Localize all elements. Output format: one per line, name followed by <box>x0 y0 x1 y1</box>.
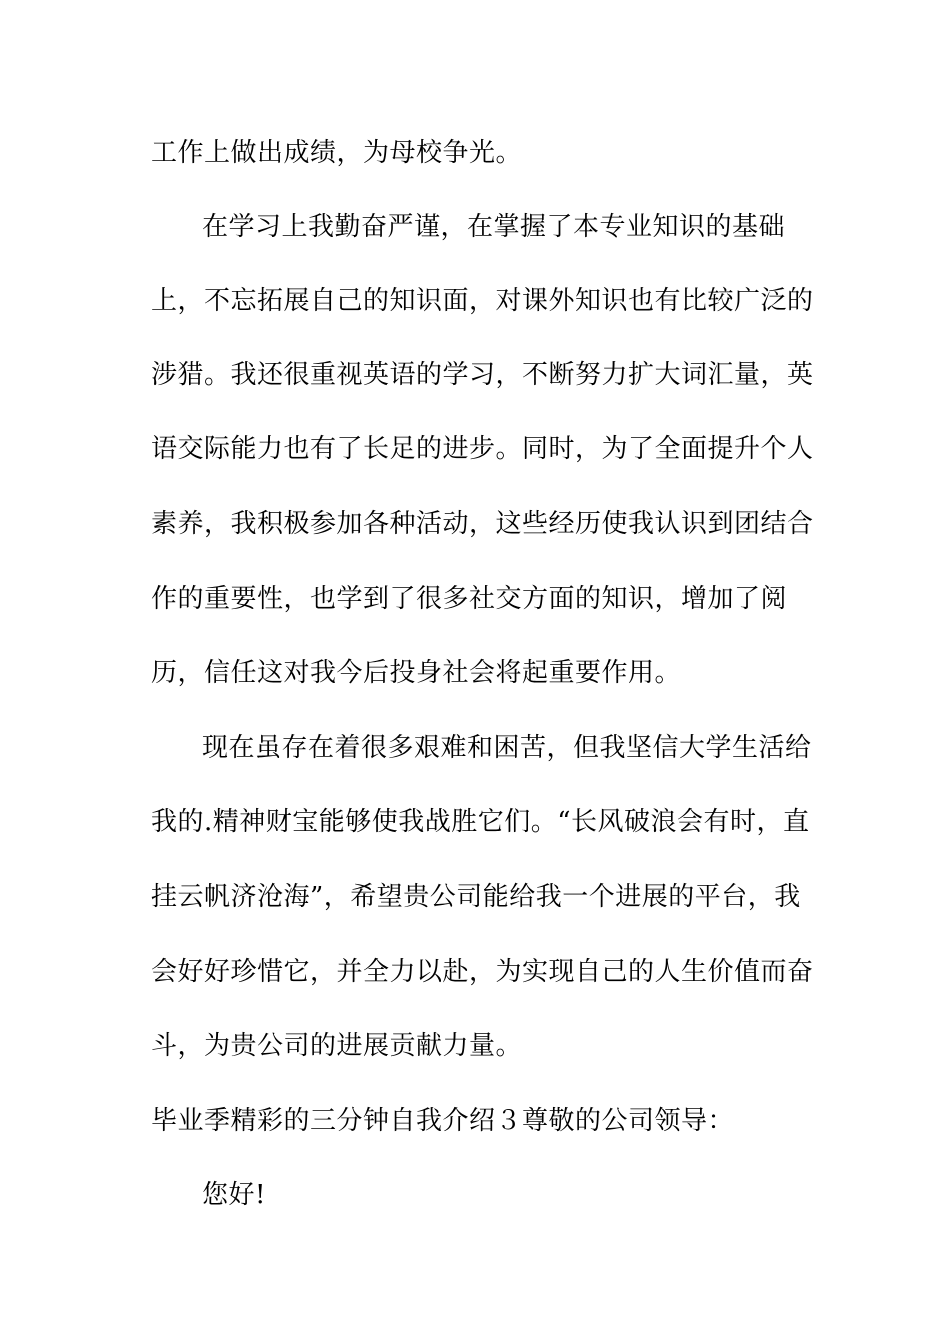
text-line: 挂云帆济沧海”，希望贵公司能给我一个进展的平台，我 <box>151 882 801 912</box>
text-line: 斗，为贵公司的进展贡献力量。 <box>151 1031 523 1061</box>
section-heading: 毕业季精彩的三分钟自我介绍３尊敬的公司领导： <box>151 1106 735 1136</box>
text-line: 上，不忘拓展自己的知识面，对课外知识也有比较广泛的 <box>151 286 814 316</box>
text-line: 作的重要性，也学到了很多社交方面的知识，增加了阅 <box>151 584 788 614</box>
paragraph-start-line: 现在虽存在着很多艰难和困苦，但我坚信大学生活给 <box>202 733 812 763</box>
paragraph-start-line: 在学习上我勤奋严谨，在掌握了本专业知识的基础 <box>202 212 786 242</box>
text-line: 会好好珍惜它，并全力以赴，为实现自己的人生价值而奋 <box>151 957 814 987</box>
text-line: 素养，我积极参加各种活动，这些经历使我认识到团结合 <box>151 509 814 539</box>
text-line: 工作上做出成绩，为母校争光。 <box>151 138 523 168</box>
text-line: 涉猎。我还很重视英语的学习，不断努力扩大词汇量，英 <box>151 360 814 390</box>
greeting-line: 您好! <box>202 1180 266 1210</box>
text-line: 历，信任这对我今后投身社会将起重要作用。 <box>151 658 682 688</box>
text-line: 语交际能力也有了长足的进步。同时，为了全面提升个人 <box>151 434 814 464</box>
text-line: 我的.精神财宝能够使我战胜它们。“长风破浪会有时，直 <box>151 807 810 837</box>
